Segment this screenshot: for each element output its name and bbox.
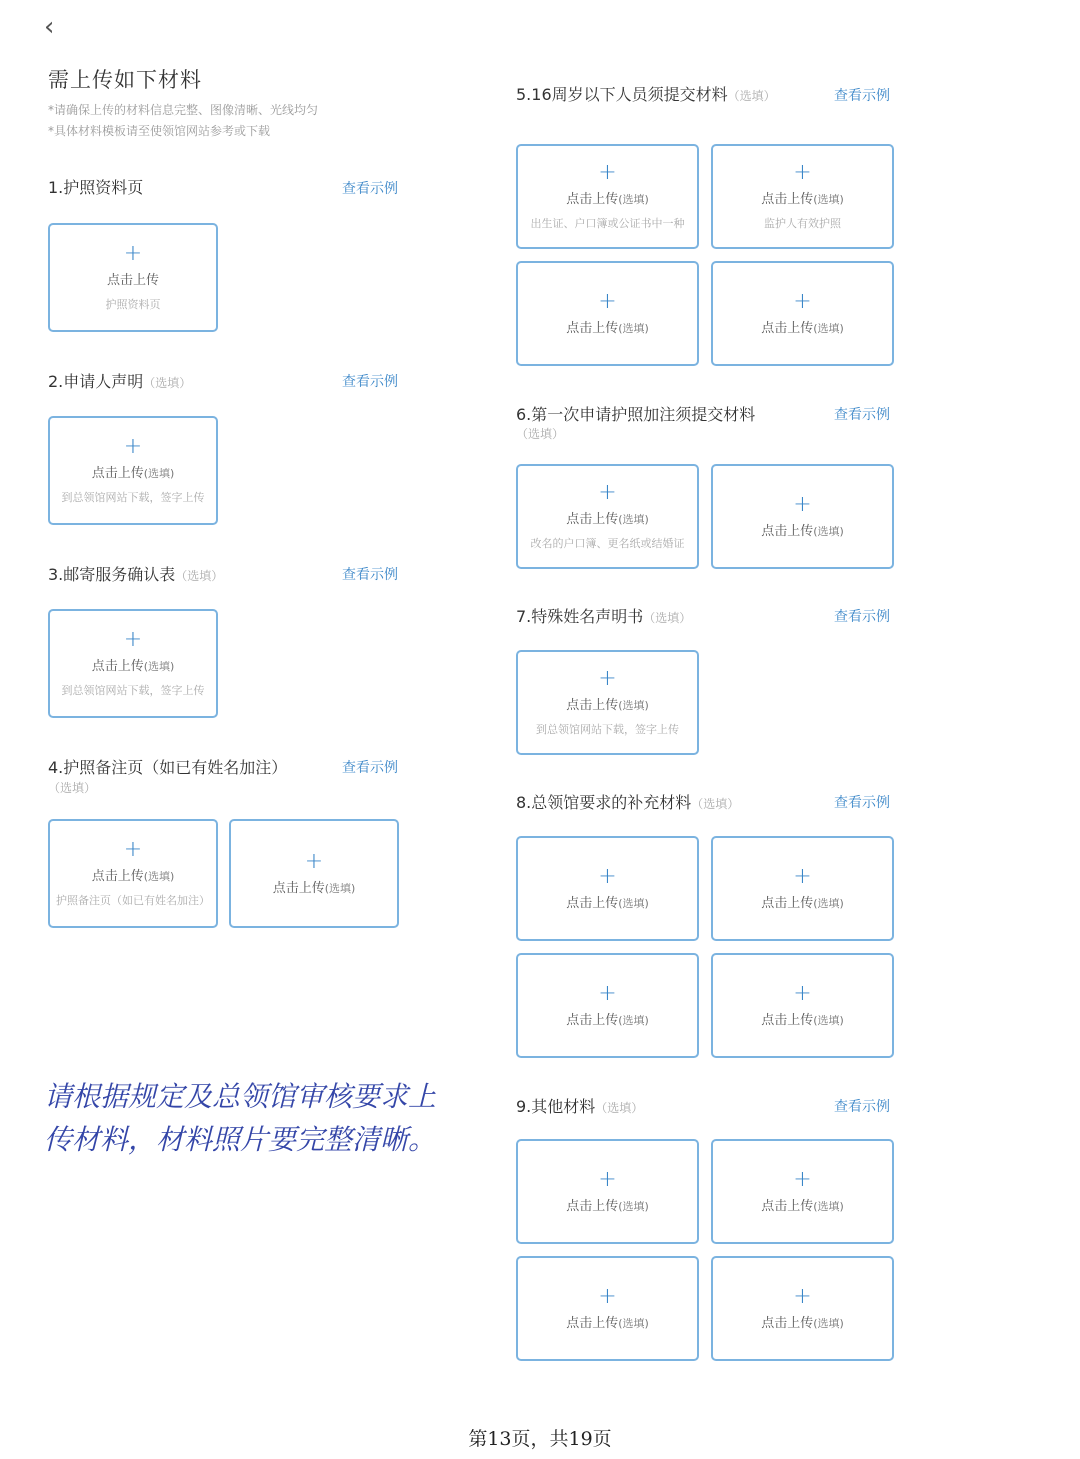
plus-icon: +	[793, 981, 812, 1006]
note-completeness: *请确保上传的材料信息完整、图像清晰、光线均匀	[48, 103, 319, 117]
view-example-9[interactable]: 查看示例	[834, 1099, 890, 1115]
section-title-9: 9.其他材料（选填）	[516, 1097, 644, 1116]
upload-box-supplement-3[interactable]: + 点击上传(选填)	[516, 953, 699, 1058]
section-title-8: 8.总领馆要求的补充材料（选填）	[516, 793, 740, 812]
plus-icon: +	[793, 1284, 812, 1309]
plus-icon: +	[598, 1284, 617, 1309]
plus-icon: +	[598, 666, 617, 691]
plus-icon: +	[598, 981, 617, 1006]
section-optional-6: （选填）	[516, 427, 565, 441]
section-title-5: 5.16周岁以下人员须提交材料（选填）	[516, 85, 776, 104]
view-example-8[interactable]: 查看示例	[834, 795, 890, 811]
view-example-6[interactable]: 查看示例	[834, 407, 890, 423]
upload-box-other-2[interactable]: + 点击上传(选填)	[711, 1139, 894, 1244]
plus-icon: +	[598, 289, 617, 314]
plus-icon: +	[123, 434, 143, 459]
view-example-5[interactable]: 查看示例	[834, 88, 890, 104]
upload-box-passport-page[interactable]: + 点击上传 护照资料页	[48, 223, 218, 332]
upload-box-supplement-1[interactable]: + 点击上传(选填)	[516, 836, 699, 941]
upload-box-remark-page-1[interactable]: + 点击上传(选填) 护照备注页（如已有姓名加注）	[48, 819, 218, 928]
upload-box-remark-page-2[interactable]: + 点击上传(选填)	[229, 819, 399, 928]
upload-box-annotation-2[interactable]: + 点击上传(选填)	[711, 464, 894, 569]
section-title-1: 1.护照资料页	[48, 178, 144, 197]
upload-box-minor-3[interactable]: + 点击上传(选填)	[516, 261, 699, 366]
plus-icon: +	[793, 160, 812, 185]
section-title-3: 3.邮寄服务确认表（选填）	[48, 565, 224, 584]
view-example-3[interactable]: 查看示例	[342, 567, 398, 583]
plus-icon: +	[793, 289, 812, 314]
upload-box-other-1[interactable]: + 点击上传(选填)	[516, 1139, 699, 1244]
view-example-1[interactable]: 查看示例	[342, 181, 398, 197]
section-title-6: 6.第一次申请护照加注须提交材料	[516, 405, 756, 424]
plus-icon: +	[598, 864, 617, 889]
plus-icon: +	[793, 492, 812, 517]
view-example-7[interactable]: 查看示例	[834, 609, 890, 625]
upload-box-name-change[interactable]: + 点击上传(选填) 改名的户口簿、更名纸或结婚证	[516, 464, 699, 569]
plus-icon: +	[793, 1167, 812, 1192]
view-example-4[interactable]: 查看示例	[342, 760, 398, 776]
plus-icon: +	[598, 160, 617, 185]
plus-icon: +	[123, 627, 143, 652]
upload-box-special-name[interactable]: + 点击上传(选填) 到总领馆网站下载，签字上传	[516, 650, 699, 755]
note-templates: *具体材料模板请至使领馆网站参考或下载	[48, 124, 271, 138]
upload-box-minor-4[interactable]: + 点击上传(选填)	[711, 261, 894, 366]
section-title-2: 2.申请人声明（选填）	[48, 372, 192, 391]
section-title-4: 4.护照备注页（如已有姓名加注）	[48, 758, 288, 777]
chevron-left-icon: ‹	[44, 12, 55, 42]
plus-icon: +	[598, 480, 617, 505]
plus-icon: +	[793, 864, 812, 889]
upload-box-birth-cert[interactable]: + 点击上传(选填) 出生证、户口簿或公证书中一种	[516, 144, 699, 249]
page-title: 需上传如下材料	[48, 68, 202, 92]
upload-box-supplement-2[interactable]: + 点击上传(选填)	[711, 836, 894, 941]
plus-icon: +	[123, 837, 143, 862]
upload-box-other-4[interactable]: + 点击上传(选填)	[711, 1256, 894, 1361]
section-title-7: 7.特殊姓名声明书（选填）	[516, 607, 692, 626]
plus-icon: +	[598, 1167, 617, 1192]
view-example-2[interactable]: 查看示例	[342, 374, 398, 390]
plus-icon: +	[304, 849, 324, 874]
section-optional-4: （选填）	[48, 781, 97, 795]
upload-box-guardian-passport[interactable]: + 点击上传(选填) 监护人有效护照	[711, 144, 894, 249]
upload-box-supplement-4[interactable]: + 点击上传(选填)	[711, 953, 894, 1058]
upload-box-applicant-statement[interactable]: + 点击上传(选填) 到总领馆网站下载，签字上传	[48, 416, 218, 525]
upload-box-mail-confirmation[interactable]: + 点击上传(选填) 到总领馆网站下载，签字上传	[48, 609, 218, 718]
instruction-note: 请根据规定及总领馆审核要求上传材料，材料照片要完整清晰。	[44, 1080, 437, 1156]
page-number: 第13页，共19页	[468, 1428, 612, 1450]
plus-icon: +	[123, 241, 143, 266]
back-button[interactable]	[44, 12, 68, 42]
upload-box-other-3[interactable]: + 点击上传(选填)	[516, 1256, 699, 1361]
